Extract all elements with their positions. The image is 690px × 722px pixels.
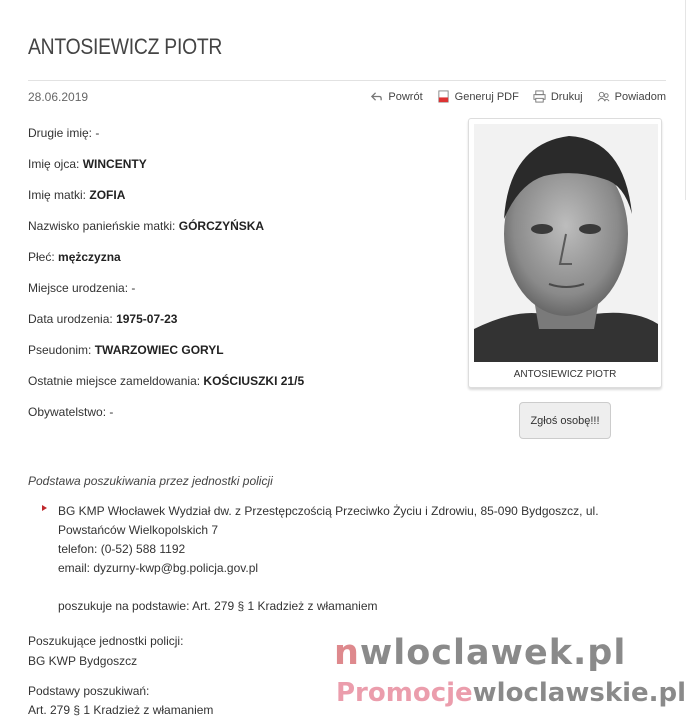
seeking-units-label: Poszukujące jednostki policji: bbox=[28, 634, 184, 648]
detail-value: - bbox=[131, 281, 136, 295]
unit-address-line2: Powstańców Wielkopolskich 7 bbox=[58, 523, 219, 537]
watermark-wloclawskie: wloclawskie.pl bbox=[472, 678, 687, 708]
bullet-arrow-icon bbox=[42, 505, 47, 511]
detail-value: 1975-07-23 bbox=[116, 312, 178, 326]
detail-row bbox=[28, 188, 448, 219]
detail-value: KOŚCIUSZKI 21/5 bbox=[203, 374, 305, 388]
unit-search-basis: poszukuje na podstawie: Art. 279 § 1 Kradzież z włamaniem bbox=[58, 599, 378, 613]
seeking-units-value: BG KWP Bydgoszcz bbox=[28, 654, 138, 668]
detail-row bbox=[28, 250, 448, 281]
watermark-n: n bbox=[334, 633, 360, 673]
search-basis-label: Podstawy poszukiwań: bbox=[28, 684, 150, 698]
watermark-promocje: Promocje bbox=[336, 678, 473, 708]
detail-label: Płeć: bbox=[28, 250, 55, 264]
detail-value: GÓRCZYŃSKA bbox=[178, 219, 265, 233]
detail-label: Data urodzenia: bbox=[28, 312, 113, 326]
search-basis-value: Art. 279 § 1 Kradzież z włamaniem bbox=[28, 703, 214, 717]
printer-icon bbox=[533, 90, 546, 103]
detail-row bbox=[28, 219, 448, 250]
portrait-image bbox=[474, 124, 658, 362]
detail-value: WINCENTY bbox=[82, 157, 147, 171]
detail-row bbox=[28, 343, 448, 374]
unit-email: email: dyzurny-kwp@bg.policja.gov.pl bbox=[58, 561, 259, 575]
users-icon bbox=[597, 90, 610, 103]
detail-label: Nazwisko panieńskie matki: bbox=[28, 219, 176, 233]
page-title: ANTOSIEWICZ PIOTR bbox=[28, 34, 223, 59]
person-details bbox=[28, 126, 448, 436]
back-label: Powrót bbox=[388, 90, 423, 103]
divider bbox=[28, 80, 666, 81]
detail-label: Imię matki: bbox=[28, 188, 87, 202]
detail-row bbox=[28, 405, 448, 436]
watermark-line2 bbox=[336, 678, 686, 708]
detail-row bbox=[28, 281, 448, 312]
unit-phone: telefon: (0-52) 588 1192 bbox=[58, 542, 186, 556]
watermark-wloclawek: wloclawek.pl bbox=[359, 633, 627, 673]
pdf-label: Generuj PDF bbox=[454, 90, 519, 103]
back-button[interactable] bbox=[370, 90, 422, 103]
detail-label: Ostatnie miejsce zameldowania: bbox=[28, 374, 201, 388]
detail-value: - bbox=[95, 126, 100, 140]
generate-pdf-button[interactable] bbox=[437, 90, 519, 103]
watermark-line1 bbox=[334, 633, 626, 673]
person-photo bbox=[474, 124, 658, 362]
photo-card bbox=[468, 118, 662, 388]
detail-value: mężczyzna bbox=[58, 250, 121, 264]
print-label: Drukuj bbox=[550, 90, 583, 103]
detail-value: TWARZOWIEC GORYL bbox=[94, 343, 224, 357]
back-arrow-icon bbox=[370, 90, 383, 103]
detail-label: Imię ojca: bbox=[28, 157, 80, 171]
police-unit-item bbox=[46, 502, 636, 616]
notify-label: Powiadom bbox=[614, 90, 666, 103]
publication-date: 28.06.2019 bbox=[28, 90, 89, 104]
print-button[interactable] bbox=[533, 90, 583, 103]
detail-label: Pseudonim: bbox=[28, 343, 92, 357]
toolbar bbox=[370, 90, 666, 103]
unit-address-line1: BG KMP Włocławek Wydział dw. z Przestępczością Przeciwko Życiu i Zdrowiu, 85-090 Bydgoszcz, ul. bbox=[58, 504, 599, 518]
detail-label: Drugie imię: bbox=[28, 126, 93, 140]
notify-button[interactable] bbox=[597, 90, 666, 103]
scrollbar[interactable] bbox=[685, 0, 690, 200]
detail-label: Miejsce urodzenia: bbox=[28, 281, 129, 295]
detail-value: ZOFIA bbox=[89, 188, 126, 202]
detail-row bbox=[28, 157, 448, 188]
basis-heading: Podstawa poszukiwania przez jednostki policji bbox=[28, 474, 273, 488]
report-person-button[interactable]: Zgłoś osobę!!! bbox=[519, 402, 611, 439]
detail-value: - bbox=[109, 405, 114, 419]
detail-row bbox=[28, 312, 448, 343]
detail-row bbox=[28, 374, 448, 405]
photo-caption: ANTOSIEWICZ PIOTR bbox=[513, 369, 617, 380]
detail-label: Obywatelstwo: bbox=[28, 405, 107, 419]
pdf-icon bbox=[437, 90, 450, 103]
detail-row bbox=[28, 126, 448, 157]
